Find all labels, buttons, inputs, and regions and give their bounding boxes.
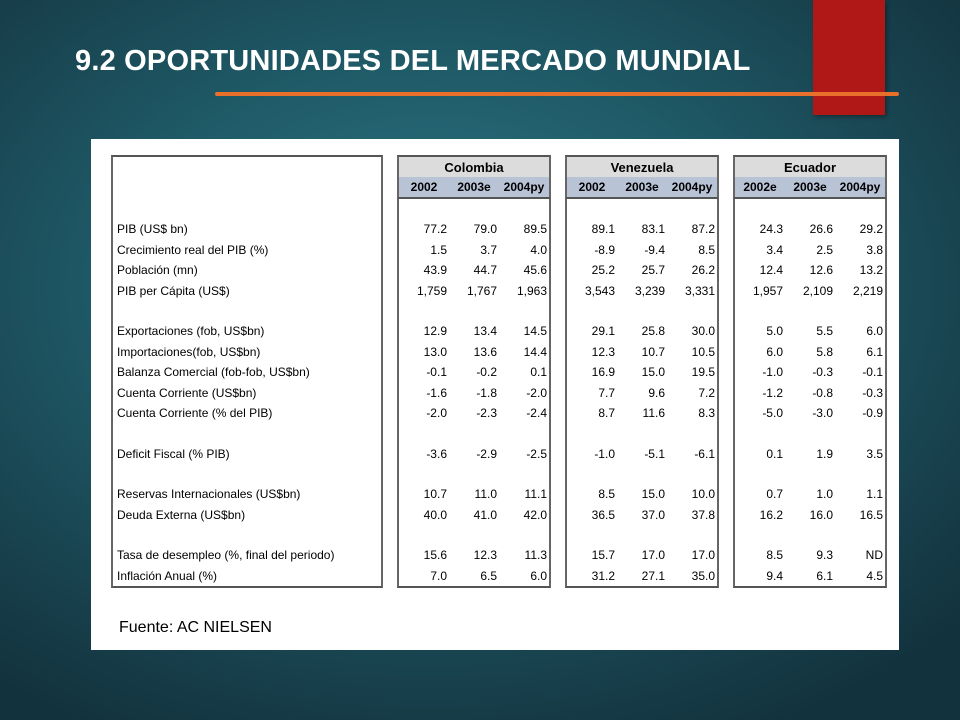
value-cell: 2,109 (802, 283, 833, 298)
title-underline (215, 92, 899, 96)
value-cell: 2,219 (835, 281, 887, 302)
value-cell: 12.4 (733, 260, 785, 281)
value-cell: 15.7 (565, 545, 617, 566)
table-row (111, 444, 887, 465)
table-row (111, 383, 887, 404)
gap-cell (719, 281, 733, 302)
table-row (111, 240, 887, 261)
gap-cell (719, 199, 733, 219)
country-header-colombia: Colombia (397, 155, 551, 177)
gap-cell (383, 199, 397, 219)
gap-cell (551, 301, 565, 321)
value-cell: 8.3 (667, 403, 719, 424)
value-cell (835, 525, 887, 545)
value-cell: 3,331 (667, 281, 719, 302)
table-body (111, 155, 887, 588)
value-cell (785, 464, 835, 484)
value-cell (565, 301, 617, 321)
value-cell (667, 301, 719, 321)
value-cell: 27.1 (617, 566, 667, 589)
row-label: PIB per Cápita (US$) (111, 281, 383, 302)
value-cell: -0.2 (476, 365, 497, 380)
gap-cell (719, 444, 733, 465)
gap-cell (551, 342, 565, 363)
value-cell: -2.0 (499, 383, 551, 404)
year-cell: 2002 (565, 177, 617, 199)
value-cell (835, 199, 887, 219)
gap-cell (719, 240, 733, 261)
table-row (111, 321, 887, 342)
country-header-ecuador: Ecuador (733, 155, 887, 177)
value-cell: 10.0 (667, 484, 719, 505)
value-cell: 13.2 (835, 260, 887, 281)
economic-indicators-table (111, 155, 887, 588)
value-cell: 44.7 (473, 263, 497, 278)
row-label: Balanza Comercial (fob-fob, US$bn) (111, 362, 383, 383)
value-cell: -5.0 (733, 403, 785, 424)
value-cell (667, 464, 719, 484)
value-cell: -1.0 (733, 362, 785, 383)
spacer-row (111, 301, 887, 321)
value-cell: 19.5 (667, 362, 719, 383)
row-label (111, 464, 383, 484)
value-cell: 9.4 (733, 566, 785, 589)
year-cell: 2003e (449, 177, 499, 199)
year-cell: 2003e (785, 177, 835, 199)
label-header-cell (111, 155, 383, 177)
table-row (111, 545, 887, 566)
gap-cell (551, 505, 565, 526)
value-cell (565, 424, 617, 444)
value-cell (835, 301, 887, 321)
value-cell: 1.9 (816, 446, 833, 461)
value-cell: 11.6 (642, 406, 665, 421)
value-cell: 29.2 (835, 219, 887, 240)
value-cell: -3.0 (812, 406, 833, 421)
slide-title: 9.2 OPORTUNIDADES DEL MERCADO MUNDIAL (75, 45, 751, 77)
value-cell: 12.3 (473, 548, 497, 563)
country-header-venezuela: Venezuela (565, 155, 719, 177)
value-cell: ND (835, 545, 887, 566)
gap-cell (383, 321, 397, 342)
gap-cell (383, 260, 397, 281)
gap-cell (551, 219, 565, 240)
value-cell: -0.3 (835, 383, 887, 404)
gap-cell (383, 240, 397, 261)
value-cell (449, 301, 499, 321)
value-cell: -6.1 (667, 444, 719, 465)
table-row (111, 403, 887, 424)
value-cell: 14.5 (499, 321, 551, 342)
value-cell: 16.5 (835, 505, 887, 526)
gap-cell (719, 525, 733, 545)
value-cell: 15.0 (641, 365, 665, 380)
spacer-row (111, 464, 887, 484)
value-cell (733, 464, 785, 484)
value-cell (397, 464, 449, 484)
gap-cell (383, 281, 397, 302)
value-cell (617, 199, 667, 219)
table-row (111, 484, 887, 505)
row-label: Inflación Anual (%) (111, 566, 383, 589)
value-cell: 0.1 (499, 362, 551, 383)
value-cell (617, 525, 667, 545)
table-row (111, 342, 887, 363)
value-cell: 3.5 (835, 444, 887, 465)
spacer-row (111, 424, 887, 444)
value-cell: -2.3 (476, 406, 497, 421)
value-cell: 83.1 (641, 222, 665, 237)
gap-cell (551, 362, 565, 383)
value-cell: 16.0 (809, 507, 833, 522)
gap-cell (719, 362, 733, 383)
value-cell: -5.1 (644, 446, 665, 461)
row-label: Población (mn) (111, 260, 383, 281)
value-cell (499, 424, 551, 444)
gap-cell (383, 403, 397, 424)
gap-cell (383, 383, 397, 404)
value-cell: 29.1 (565, 321, 617, 342)
value-cell: 16.9 (565, 362, 617, 383)
value-cell: -1.8 (476, 385, 497, 400)
red-corner-tab (813, 0, 885, 115)
row-label: Reservas Internacionales (US$bn) (111, 484, 383, 505)
value-cell: -2.5 (499, 444, 551, 465)
gap-cell (719, 424, 733, 444)
value-cell (667, 525, 719, 545)
value-cell: 3,239 (634, 283, 665, 298)
value-cell: 1.1 (835, 484, 887, 505)
value-cell: 13.4 (473, 324, 497, 339)
value-cell: 12.6 (809, 263, 833, 278)
value-cell (733, 301, 785, 321)
value-cell (565, 464, 617, 484)
value-cell: 6.0 (835, 321, 887, 342)
value-cell: -0.1 (397, 362, 449, 383)
value-cell: -0.8 (812, 385, 833, 400)
value-cell: 15.6 (397, 545, 449, 566)
year-header-row (111, 177, 887, 199)
value-cell: 0.1 (733, 444, 785, 465)
gap-cell (551, 424, 565, 444)
year-cell: 2002e (733, 177, 785, 199)
value-cell: 8.7 (565, 403, 617, 424)
gap-cell (383, 484, 397, 505)
gap-cell (551, 260, 565, 281)
year-cell: 2002 (397, 177, 449, 199)
gap-cell (551, 199, 565, 219)
gap-cell (383, 301, 397, 321)
value-cell: 9.6 (648, 385, 665, 400)
row-label (111, 301, 383, 321)
year-cell: 2004py (499, 177, 551, 199)
value-cell: 1.5 (397, 240, 449, 261)
value-cell: 17.0 (667, 545, 719, 566)
row-label: Cuenta Corriente (% del PIB) (111, 403, 383, 424)
value-cell: -3.6 (397, 444, 449, 465)
value-cell: 3.4 (733, 240, 785, 261)
label-header-cell (111, 177, 383, 199)
value-cell: 30.0 (667, 321, 719, 342)
row-label: PIB (US$ bn) (111, 219, 383, 240)
value-cell: 6.0 (733, 342, 785, 363)
gap-cell (551, 545, 565, 566)
value-cell (617, 424, 667, 444)
value-cell: 42.0 (499, 505, 551, 526)
value-cell: -0.3 (812, 365, 833, 380)
value-cell (667, 199, 719, 219)
gap-cell (719, 566, 733, 589)
value-cell: 35.0 (667, 566, 719, 589)
value-cell: 6.5 (449, 566, 499, 589)
value-cell: -1.0 (565, 444, 617, 465)
table-row (111, 281, 887, 302)
gap-cell (719, 301, 733, 321)
value-cell: 10.7 (641, 344, 665, 359)
value-cell: 87.2 (667, 219, 719, 240)
gap-cell (383, 155, 397, 177)
value-cell: 26.6 (809, 222, 833, 237)
value-cell: -1.2 (733, 383, 785, 404)
table-image-panel (91, 139, 899, 650)
value-cell (835, 464, 887, 484)
value-cell: 7.7 (565, 383, 617, 404)
gap-cell (383, 525, 397, 545)
gap-cell (719, 464, 733, 484)
value-cell (785, 301, 835, 321)
gap-cell (719, 260, 733, 281)
gap-cell (719, 177, 733, 199)
value-cell (449, 199, 499, 219)
value-cell: -2.9 (476, 446, 497, 461)
value-cell: 9.3 (816, 548, 833, 563)
gap-cell (551, 444, 565, 465)
value-cell: 10.5 (667, 342, 719, 363)
value-cell: 25.2 (565, 260, 617, 281)
gap-cell (383, 464, 397, 484)
value-cell: 77.2 (397, 219, 449, 240)
value-cell: 6.1 (835, 342, 887, 363)
value-cell: 3.8 (835, 240, 887, 261)
spacer-row (111, 525, 887, 545)
gap-cell (719, 484, 733, 505)
row-label: Importaciones(fob, US$bn) (111, 342, 383, 363)
value-cell: -0.1 (835, 362, 887, 383)
row-label (111, 525, 383, 545)
value-cell: 79.0 (473, 222, 497, 237)
value-cell: 1,767 (466, 283, 497, 298)
gap-cell (383, 566, 397, 589)
gap-cell (383, 545, 397, 566)
value-cell (785, 424, 835, 444)
value-cell: 3,543 (565, 281, 617, 302)
value-cell: 11.0 (474, 487, 497, 502)
value-cell (499, 199, 551, 219)
gap-cell (719, 383, 733, 404)
gap-cell (551, 383, 565, 404)
value-cell: 2.5 (816, 242, 833, 257)
value-cell: 37.0 (641, 507, 665, 522)
table-row (111, 362, 887, 383)
value-cell: 16.2 (733, 505, 785, 526)
gap-cell (719, 505, 733, 526)
value-cell: 13.6 (473, 344, 497, 359)
value-cell: -2.4 (499, 403, 551, 424)
value-cell (565, 525, 617, 545)
table-row (111, 505, 887, 526)
value-cell: 17.0 (641, 548, 665, 563)
value-cell: 31.2 (565, 566, 617, 589)
value-cell: -8.9 (565, 240, 617, 261)
value-cell: 5.8 (816, 344, 833, 359)
value-cell: 24.3 (733, 219, 785, 240)
gap-cell (551, 240, 565, 261)
value-cell: 41.0 (473, 507, 497, 522)
value-cell (733, 525, 785, 545)
value-cell: 6.1 (785, 566, 835, 589)
value-cell: 8.5 (733, 545, 785, 566)
value-cell (449, 424, 499, 444)
value-cell (733, 424, 785, 444)
year-cell: 2004py (667, 177, 719, 199)
value-cell: 12.3 (565, 342, 617, 363)
gap-cell (383, 362, 397, 383)
value-cell: 15.0 (641, 487, 665, 502)
value-cell (499, 301, 551, 321)
row-label: Deuda Externa (US$bn) (111, 505, 383, 526)
value-cell: 5.5 (816, 324, 833, 339)
value-cell: 45.6 (499, 260, 551, 281)
table-row (111, 219, 887, 240)
value-cell (785, 199, 835, 219)
value-cell: 37.8 (667, 505, 719, 526)
gap-cell (383, 424, 397, 444)
value-cell: 43.9 (397, 260, 449, 281)
gap-cell (551, 155, 565, 177)
gap-cell (551, 484, 565, 505)
gap-cell (719, 545, 733, 566)
gap-cell (383, 444, 397, 465)
value-cell (499, 525, 551, 545)
value-cell: 11.3 (499, 545, 551, 566)
value-cell: 89.5 (499, 219, 551, 240)
value-cell (397, 199, 449, 219)
gap-cell (551, 177, 565, 199)
value-cell (617, 464, 667, 484)
value-cell: 14.4 (499, 342, 551, 363)
source-note: Fuente: AC NIELSEN (119, 619, 272, 636)
value-cell: -2.0 (397, 403, 449, 424)
value-cell: 5.0 (733, 321, 785, 342)
table-wrapper (111, 155, 887, 588)
value-cell: 8.5 (667, 240, 719, 261)
value-cell: 89.1 (565, 219, 617, 240)
value-cell (733, 199, 785, 219)
country-header-row (111, 155, 887, 177)
value-cell: 4.0 (499, 240, 551, 261)
gap-cell (719, 403, 733, 424)
value-cell (397, 301, 449, 321)
value-cell (499, 464, 551, 484)
gap-cell (551, 464, 565, 484)
gap-cell (383, 505, 397, 526)
gap-cell (551, 281, 565, 302)
value-cell: 10.7 (397, 484, 449, 505)
value-cell: -9.4 (644, 242, 665, 257)
gap-cell (719, 321, 733, 342)
value-cell: 1.0 (816, 487, 833, 502)
value-cell: 1,957 (733, 281, 785, 302)
year-cell: 2003e (617, 177, 667, 199)
value-cell: 4.5 (835, 566, 887, 589)
value-cell: 7.2 (667, 383, 719, 404)
value-cell: 26.2 (667, 260, 719, 281)
gap-cell (719, 219, 733, 240)
table-row (111, 566, 887, 589)
gap-cell (551, 525, 565, 545)
value-cell: 12.9 (397, 321, 449, 342)
value-cell: 7.0 (397, 566, 449, 589)
value-cell: -0.9 (835, 403, 887, 424)
value-cell: 11.1 (499, 484, 551, 505)
value-cell (835, 424, 887, 444)
value-cell: 25.7 (641, 263, 665, 278)
row-label: Crecimiento real del PIB (%) (111, 240, 383, 261)
value-cell: 0.7 (733, 484, 785, 505)
gap-cell (551, 403, 565, 424)
gap-cell (551, 566, 565, 589)
gap-cell (383, 219, 397, 240)
value-cell (617, 301, 667, 321)
gap-cell (551, 321, 565, 342)
spacer-row (111, 199, 887, 219)
value-cell (397, 424, 449, 444)
value-cell: 1,963 (499, 281, 551, 302)
value-cell (667, 424, 719, 444)
row-label (111, 199, 383, 219)
value-cell: 6.0 (499, 566, 551, 589)
table-row (111, 260, 887, 281)
value-cell: -1.6 (397, 383, 449, 404)
value-cell (449, 525, 499, 545)
value-cell: 13.0 (397, 342, 449, 363)
value-cell (449, 464, 499, 484)
row-label (111, 424, 383, 444)
value-cell: 36.5 (565, 505, 617, 526)
value-cell: 25.8 (641, 324, 665, 339)
row-label: Cuenta Corriente (US$bn) (111, 383, 383, 404)
value-cell: 8.5 (565, 484, 617, 505)
gap-cell (383, 177, 397, 199)
value-cell (397, 525, 449, 545)
row-label: Exportaciones (fob, US$bn) (111, 321, 383, 342)
value-cell: 1,759 (397, 281, 449, 302)
value-cell (785, 525, 835, 545)
value-cell: 3.7 (480, 242, 497, 257)
gap-cell (719, 342, 733, 363)
value-cell: 40.0 (397, 505, 449, 526)
gap-cell (383, 342, 397, 363)
gap-cell (719, 155, 733, 177)
row-label: Tasa de desempleo (%, final del periodo) (111, 545, 383, 566)
value-cell (565, 199, 617, 219)
row-label: Deficit Fiscal (% PIB) (111, 444, 383, 465)
year-cell: 2004py (835, 177, 887, 199)
